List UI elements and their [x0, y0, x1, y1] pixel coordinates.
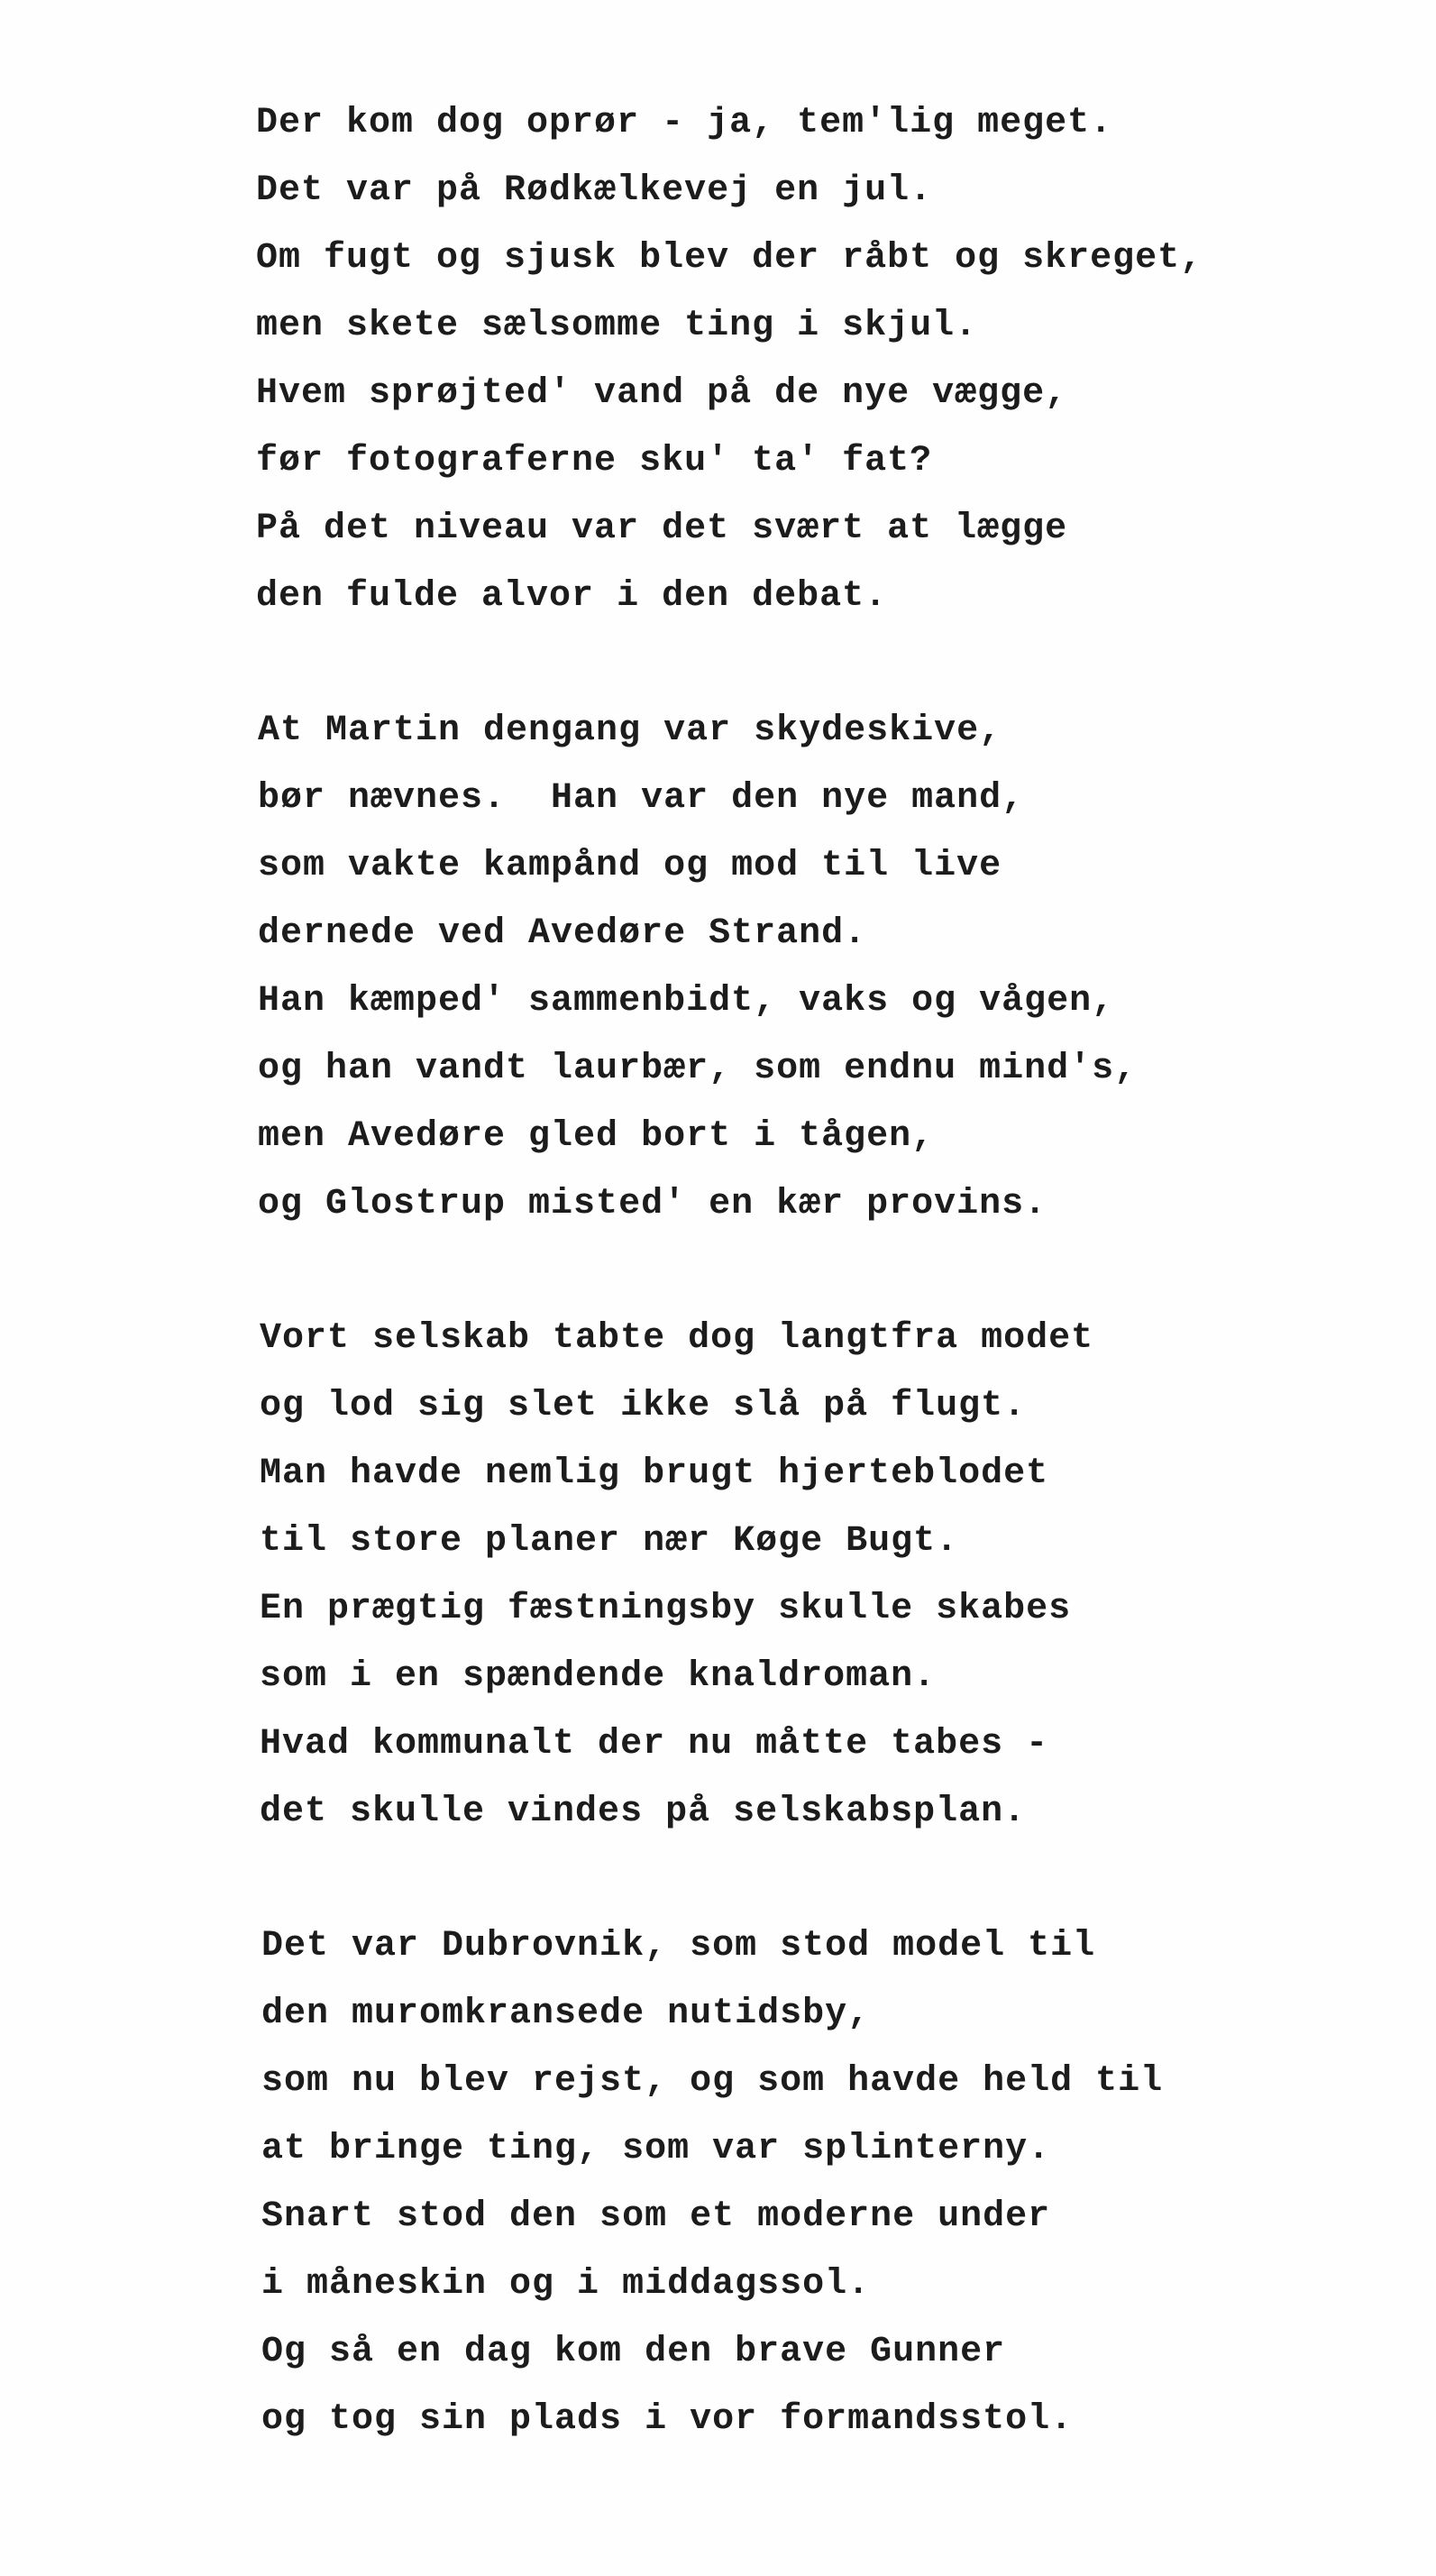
stanza-4: [261, 1912, 1379, 2453]
verse-line: Det var Dubrovnik, som stod model til: [261, 1926, 1096, 1966]
verse-line: og Glostrup misted' en kær provins.: [258, 1184, 1047, 1224]
verse-line: Hvem sprøjted' vand på de nye vægge,: [256, 373, 1068, 414]
verse-line: En prægtig fæstningsby skulle skabes: [260, 1589, 1072, 1629]
verse-line: Hvad kommunalt der nu måtte tabes -: [260, 1724, 1049, 1765]
verse-line: dernede ved Avedøre Strand.: [258, 913, 867, 954]
verse-line: den fulde alvor i den debat.: [256, 576, 888, 617]
verse-line: som i en spændende knaldroman.: [260, 1656, 937, 1697]
verse-line: til store planer nær Køge Bugt.: [260, 1521, 959, 1562]
verse-line: Og så en dag kom den brave Gunner: [261, 2332, 1006, 2372]
verse-line: før fotograferne sku' ta' fat?: [256, 441, 933, 481]
verse-line: At Martin dengang var skydeskive,: [258, 710, 1002, 751]
verse-line: og tog sin plads i vor formandsstol.: [261, 2399, 1074, 2440]
verse-line: men Avedøre gled bort i tågen,: [258, 1116, 935, 1157]
verse-line: men skete sælsomme ting i skjul.: [256, 306, 978, 346]
verse-line: at bringe ting, som var splinterny.: [261, 2129, 1051, 2169]
verse-line: bør nævnes. Han var den nye mand,: [258, 778, 1025, 819]
verse-line: som nu blev rejst, og som havde held til: [261, 2061, 1164, 2102]
verse-line: Der kom dog oprør - ja, tem'lig meget.: [256, 103, 1113, 143]
verse-line: Vort selskab tabte dog langtfra modet: [260, 1318, 1094, 1359]
verse-line: den muromkransede nutidsby,: [261, 1994, 871, 2034]
verse-line: Man havde nemlig brugt hjerteblodet: [260, 1453, 1049, 1494]
verse-line: og han vandt laurbær, som endnu mind's,: [258, 1049, 1138, 1089]
stanza-2: [258, 697, 1376, 1238]
verse-line: og lod sig slet ikke slå på flugt.: [260, 1386, 1027, 1426]
verse-line: Han kæmped' sammenbidt, vaks og vågen,: [258, 981, 1115, 1022]
verse-line: Snart stod den som et moderne under: [261, 2196, 1051, 2237]
stanza-1: [256, 89, 1374, 630]
verse-line: i måneskin og i middagssol.: [261, 2264, 871, 2305]
verse-line: som vakte kampånd og mod til live: [258, 846, 1002, 886]
stanza-3: [260, 1305, 1377, 1846]
verse-line: det skulle vindes på selskabsplan.: [260, 1792, 1027, 1832]
verse-line: Det var på Rødkælkevej en jul.: [256, 170, 933, 211]
verse-line: Om fugt og sjusk blev der råbt og skreget,: [256, 238, 1203, 279]
verse-line: På det niveau var det svært at lægge: [256, 509, 1068, 549]
